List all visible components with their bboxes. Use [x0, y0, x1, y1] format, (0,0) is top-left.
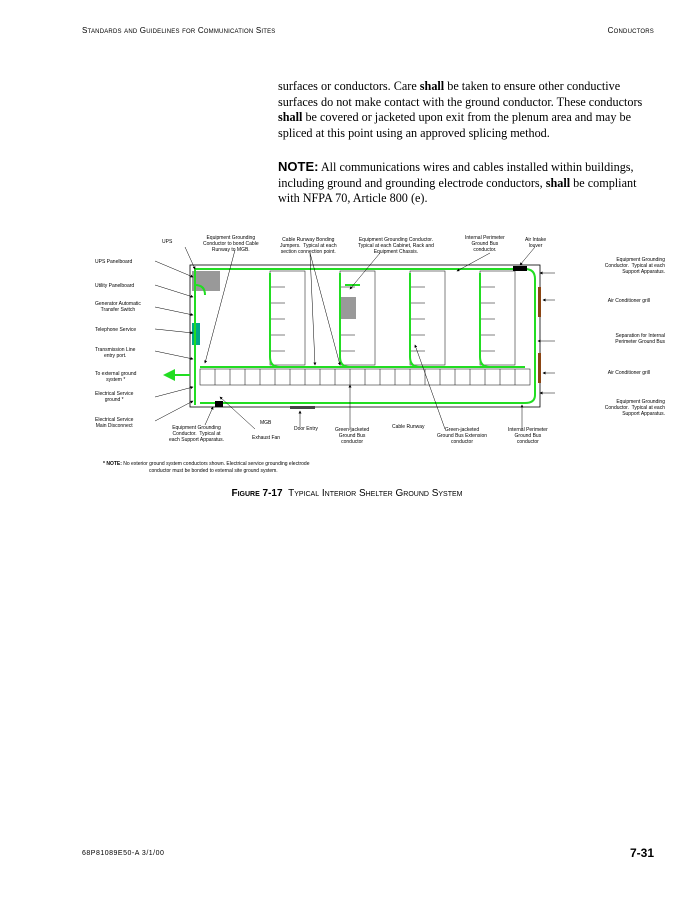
label-ups-panelboard: UPS Panelboard [95, 259, 133, 265]
ups-box [192, 271, 220, 291]
mgb-box [215, 401, 223, 407]
label-exhaust-fan: Exhaust Fan [252, 435, 281, 441]
diagram-drawing [95, 225, 665, 485]
label-mgb: MGB [260, 420, 272, 426]
text-run: surfaces or conductors. Care [278, 79, 420, 93]
label-transmission-line: Transmission Line entry port. [95, 347, 136, 359]
footnote-label: * NOTE: [103, 461, 122, 467]
label-ups: UPS [162, 239, 173, 245]
bold-shall: shall [278, 110, 303, 124]
air-intake-louver [513, 266, 527, 271]
shelter-outline [190, 265, 540, 407]
label-external-ground: To external ground system * [95, 371, 137, 383]
text-run: be compliant with NFPA 70, Article 800 (e). [278, 175, 637, 205]
text-run: be taken to ensure other conductive surfaces do not make contact with the ground conductor. These conductors [278, 79, 643, 109]
figure-caption [0, 488, 694, 499]
label-telephone: Telephone Service [95, 327, 137, 333]
label-green-bus: Green-jacketed Ground Bus conductor [335, 427, 370, 445]
label-green-ext: Green-jacketed Ground Bus Extension conductor [437, 427, 488, 445]
ac-grill-top [538, 287, 541, 317]
note-paragraph [278, 159, 660, 207]
label-egc-support-right-bottom: Equipment Grounding Conductor. Typical at each Support Apparatus. [604, 399, 665, 417]
label-ac-grill-bottom: Air Conditioner grill [607, 370, 650, 376]
figure-footnote [103, 461, 309, 474]
footnote-text: No exterior ground system conductors shown. Electrical service grounding electrode [121, 461, 310, 467]
caption-label: Figure 7-17 [231, 488, 283, 499]
note-label: NOTE: [278, 159, 319, 174]
footer-doc-id: 68P81089E50-A 3/1/00 [82, 850, 165, 857]
text-run: be covered or jacketed upon exit from the plenum area and may be spliced at this point using an approved splicing method. [278, 110, 631, 140]
bold-shall: shall [545, 175, 571, 190]
label-egc-cabinet: Equipment Grounding Conductor. Typical at each Cabinet, Rack and Equipment Chassis. [358, 237, 434, 255]
label-separation: Separation for Internal Perimeter Ground Bus [615, 333, 665, 345]
label-door-entry: Door Entry [294, 426, 318, 432]
header-left: Standards and Guidelines for Communication Sites [82, 26, 276, 35]
label-runway-jumpers: Cable Runway Bonding Jumpers. Typical at each section connection point. [280, 237, 337, 255]
ac-grill-bottom [538, 353, 541, 383]
door-entry [290, 406, 315, 409]
caption-title: Typical Interior Shelter Ground System [288, 488, 463, 499]
body-paragraph [278, 79, 660, 141]
footnote-text-2: conductor must be bonded to external site ground system. [149, 467, 278, 474]
text-run: All communications wires and cables installed within buildings, including ground and grounding electrode conductors, [278, 160, 634, 190]
label-egc-support-bottom: Equipment Grounding Conductor. Typical at each Support Apparatus. [169, 425, 225, 443]
label-generator-switch: Generator Automatic Transfer Switch [95, 301, 141, 313]
label-main-disconnect: Electrical Service Main Disconnect [95, 417, 134, 429]
bold-shall: shall [419, 79, 445, 93]
label-air-intake: Air Intake louver [525, 237, 547, 249]
label-internal-bus-top: Internal Perimeter Ground Bus conductor. [465, 235, 505, 253]
label-ac-grill-top: Air Conditioner grill [607, 298, 650, 304]
label-internal-bus-bottom: Internal Perimeter Ground Bus conductor [508, 427, 548, 445]
label-electrical-ground: Electrical Service ground * [95, 391, 134, 403]
label-cable-runway: Cable Runway [392, 424, 425, 430]
label-egc-bond: Equipment Grounding Conductor to bond Cable Runway to MGB. [203, 235, 259, 253]
label-egc-support-right-top: Equipment Grounding Conductor. Typical at each Support Apparatus. [604, 257, 665, 275]
cabinet-box [340, 297, 356, 319]
label-utility-panelboard: Utility Panelboard [95, 283, 135, 289]
header-right: Conductors [607, 26, 654, 35]
shelter-ground-diagram [95, 225, 665, 485]
footer-page-number: 7-31 [629, 846, 654, 860]
